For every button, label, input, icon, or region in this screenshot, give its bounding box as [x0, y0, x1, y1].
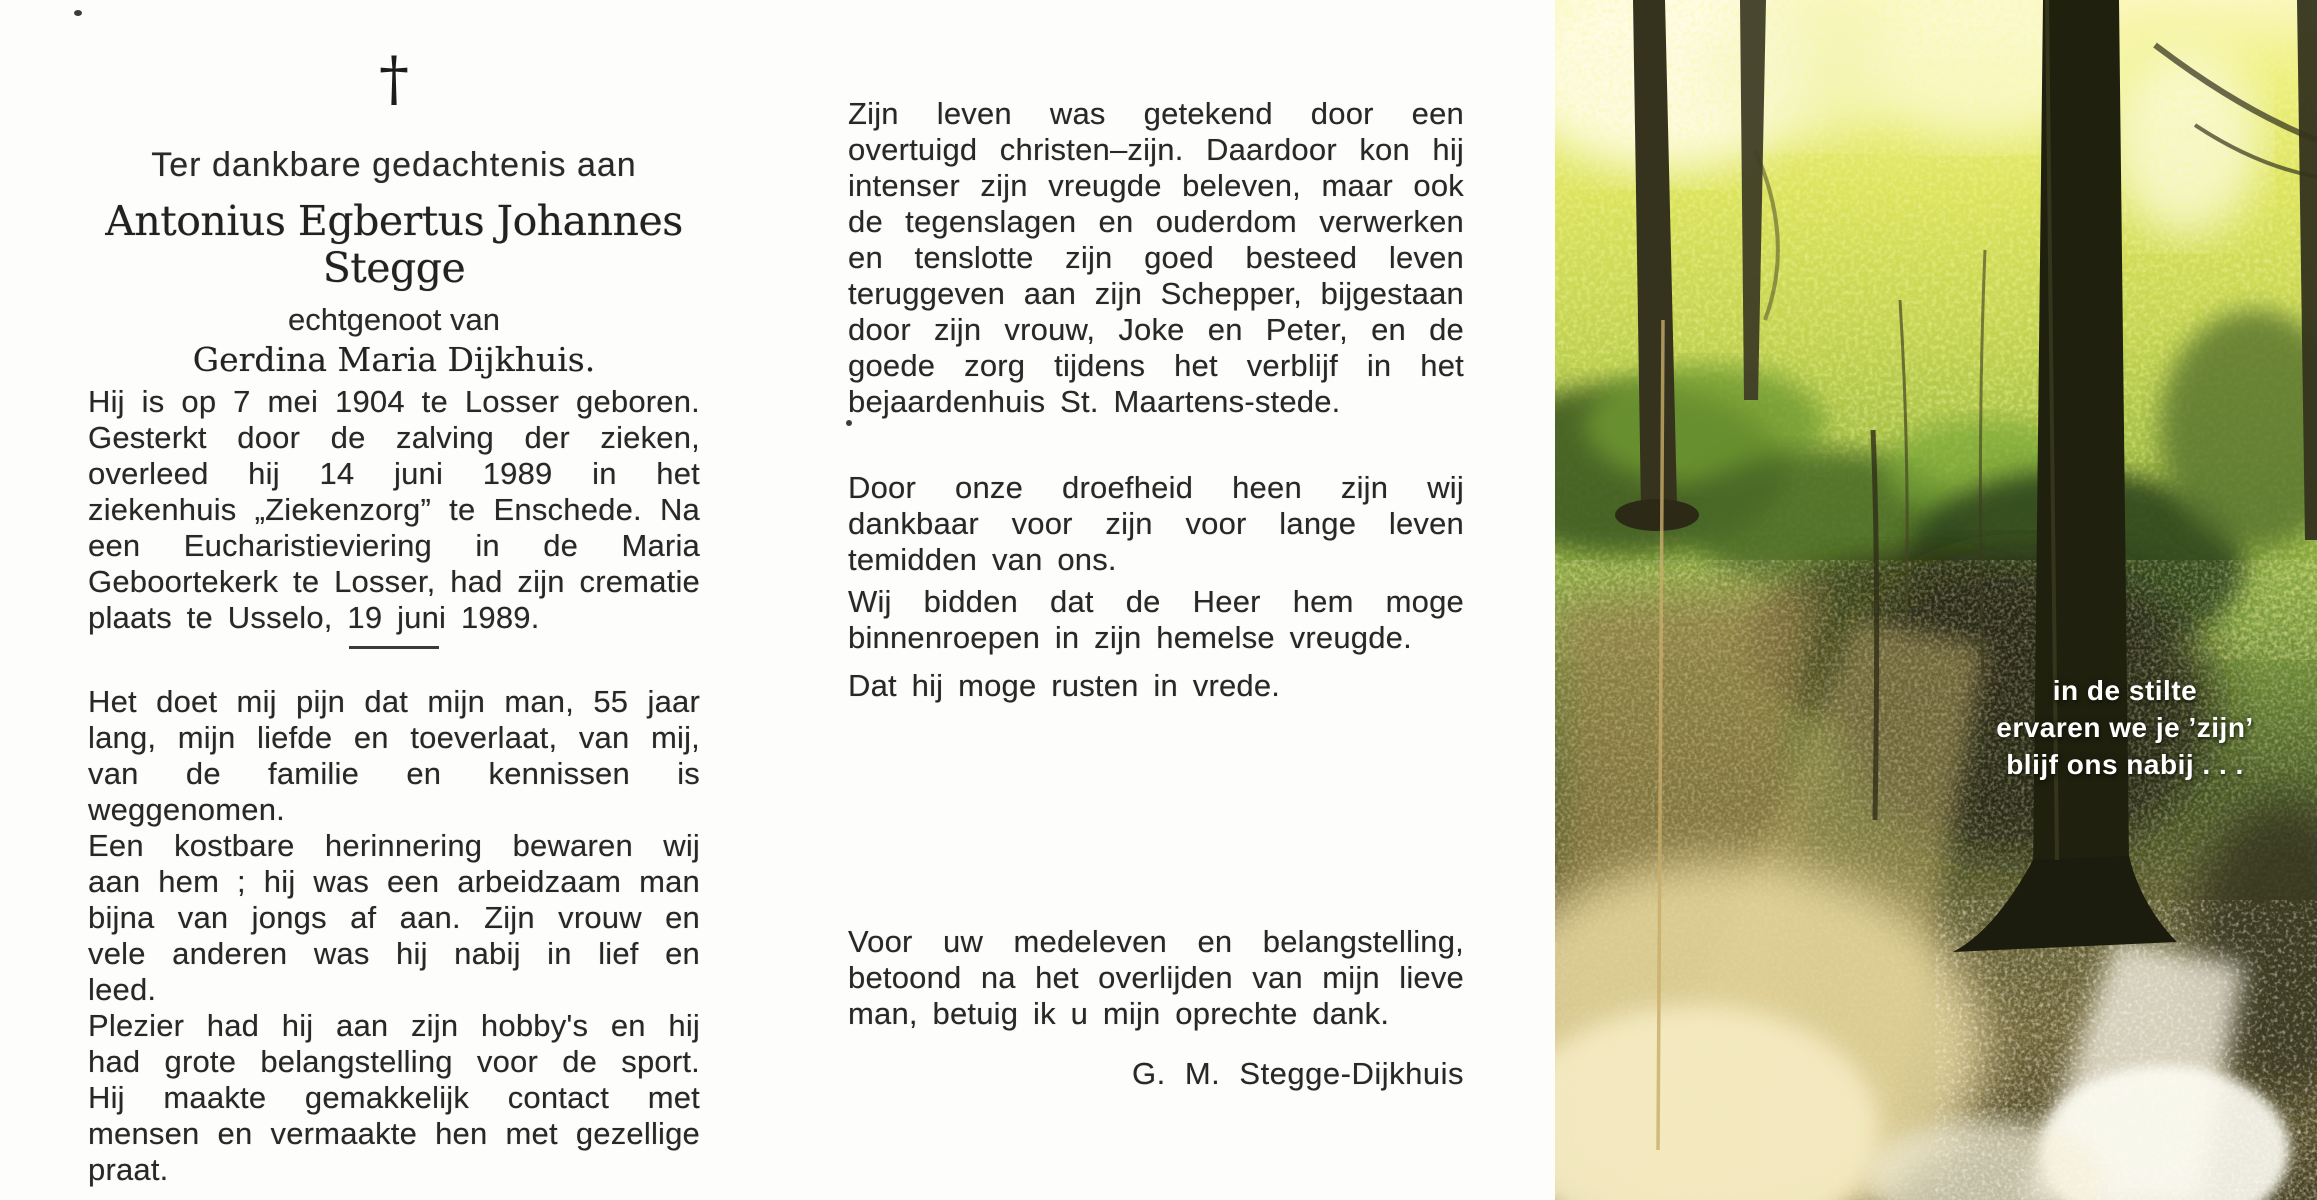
tribute-paragraph-1: Het doet mij pijn dat mijn man, 55 jaar lang, mijn liefde en toeverlaat, van mij, van de familie en kennissen is weggenomen.: [88, 684, 700, 827]
trunk-base: [1615, 499, 1699, 531]
relation-label: echtgenoot van: [287, 302, 500, 337]
life-dates-paragraph: Hij is op 7 mei 1904 te Losser geboren. Gesterkt door de zalving der zieken, overleed hij 14 juni 1989 in het ziekenhuis „Ziekenzorg” te Enschede. Na een Eucharistieviering in de Maria Geboortekerk te Losser, had zijn crematie plaats te Usselo, 19 juni 1989.: [88, 384, 700, 635]
cross-symbol: †: [379, 44, 409, 114]
section-divider: [349, 646, 439, 649]
middle-column: [848, 0, 1464, 1200]
left-column: [88, 0, 700, 1200]
photo-caption-line1: in de stilte: [2052, 675, 2198, 706]
gratitude-paragraph: Door onze droefheid heen zijn wij dankbaar voor zijn voor lange leven temidden van ons.: [848, 470, 1464, 577]
spouse-name: Gerdina Maria Dijkhuis.: [192, 340, 596, 379]
deceased-name-line2: Stegge: [322, 244, 466, 292]
tribute-block: [88, 684, 700, 1188]
forest-photo: [1555, 0, 2317, 1200]
memorial-intro: Ter dankbare gedachtenis aan: [151, 146, 637, 184]
tribute-paragraph-2: Een kostbare herinnering bewaren wij aan hem ; hij was een arbeidzaam man bijna van jongs af aan. Zijn vrouw en vele anderen was hij nabij in lief en leed.: [88, 828, 700, 1007]
forest-photo-art: [1555, 0, 2317, 1200]
photo-caption: [1875, 672, 2317, 783]
faith-paragraph: Zijn leven was getekend door een overtuigd christen–zijn. Daardoor kon hij intenser zijn vreugde beleven, maar ook de tegenslagen en ouderdom verwerken en tenslotte zijn goed besteed leven teruggeven aan zijn Schepper, bijgestaan door zijn vrouw, Joke en Peter, en de goede zorg tijdens het verblijf in het bejaardenhuis St. Maartens-stede.: [848, 96, 1464, 419]
scan-speck: [74, 10, 82, 16]
photo-caption-line3: blijf ons nabij . . .: [2006, 749, 2244, 780]
tribute-paragraph-3: Plezier had hij aan zijn hobby's en hij had grote belangstelling voor de sport. Hij maakte gemakkelijk contact met mensen en vermaakte hen met gezellige praat.: [88, 1008, 700, 1187]
rest-in-peace-line: Dat hij moge rusten in vrede.: [848, 668, 1281, 703]
prayer-paragraph: Wij bidden dat de Heer hem moge binnenroepen in zijn hemelse vreugde.: [848, 584, 1464, 655]
photo-caption-line2: ervaren we je ’zijn’: [1996, 712, 2254, 743]
deceased-name: [88, 198, 700, 292]
signature: G. M. Stegge-Dijkhuis: [1132, 1056, 1464, 1091]
scan-speck: [846, 420, 852, 426]
deceased-name-line1: Antonius Egbertus Johannes: [105, 197, 683, 245]
thanks-paragraph: Voor uw medeleven en belangstelling, betoond na het overlijden van mijn lieve man, betuig ik u mijn oprechte dank.: [848, 924, 1464, 1031]
